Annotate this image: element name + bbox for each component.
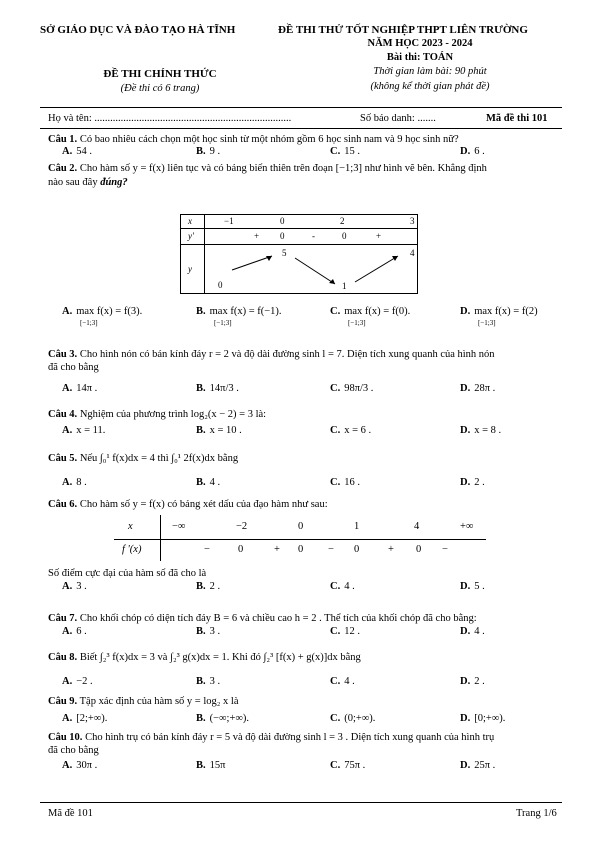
option-c[interactable]: max f(x) = f(0). bbox=[344, 306, 411, 317]
footer-divider bbox=[40, 802, 562, 803]
option-a[interactable]: [2;+∞). bbox=[76, 713, 108, 724]
arrow-up bbox=[355, 256, 398, 282]
x-value: 2 bbox=[340, 216, 345, 226]
option-c[interactable]: 4 . bbox=[344, 581, 355, 592]
option-d[interactable]: 2 . bbox=[474, 477, 485, 488]
option-key: D. bbox=[460, 626, 471, 637]
school-year: NĂM HỌC 2023 - 2024 bbox=[367, 38, 473, 49]
option-key: D. bbox=[460, 581, 471, 592]
option-c[interactable]: 4 . bbox=[344, 676, 355, 687]
option-d[interactable]: 6 . bbox=[474, 146, 485, 157]
option-b[interactable]: max f(x) = f(−1). bbox=[209, 306, 282, 317]
option-key: B. bbox=[196, 477, 206, 488]
max-subscript: [−1;3] bbox=[478, 319, 496, 327]
option-b[interactable]: 4 . bbox=[209, 477, 221, 488]
option-c[interactable]: 16 . bbox=[344, 477, 360, 488]
option-key: B. bbox=[196, 676, 206, 687]
option-b[interactable]: 14π/3 . bbox=[209, 383, 239, 394]
time-note: (không kể thời gian phát đề) bbox=[370, 81, 490, 92]
id-field: Số báo danh: ....... bbox=[360, 113, 436, 124]
question-3-cont bbox=[48, 361, 568, 374]
x-value: 4 bbox=[414, 521, 420, 532]
option-d[interactable]: 4 . bbox=[474, 626, 485, 637]
question-10-cont bbox=[48, 744, 568, 757]
question-7 bbox=[48, 612, 568, 625]
question-number: Câu 5. bbox=[48, 453, 78, 464]
exam-title: ĐỀ THI THỬ TỐT NGHIỆP THPT LIÊN TRƯỜNG bbox=[278, 24, 528, 36]
question-8 bbox=[48, 651, 568, 664]
option-a[interactable]: 3 . bbox=[76, 581, 87, 592]
option-key: D. bbox=[460, 425, 471, 436]
option-key: A. bbox=[62, 713, 73, 724]
y-label: y bbox=[188, 264, 192, 274]
sign: − bbox=[328, 544, 334, 555]
option-key: A. bbox=[62, 626, 73, 637]
question-number: Câu 10. bbox=[48, 732, 83, 743]
option-c[interactable]: 12 . bbox=[344, 626, 360, 637]
question-6 bbox=[48, 498, 568, 511]
arrow-up bbox=[232, 256, 272, 270]
option-b[interactable]: 9 . bbox=[209, 146, 221, 157]
x-value: −∞ bbox=[172, 521, 186, 532]
option-key: C. bbox=[330, 676, 341, 687]
question-text: Có bao nhiêu cách chọn một học sinh từ một nhóm gồm 6 học sinh nam và 9 học sinh nữ? bbox=[79, 134, 459, 145]
option-c[interactable]: 15 . bbox=[344, 146, 360, 157]
max-subscript: [−1;3] bbox=[348, 319, 366, 327]
question-2-cont bbox=[48, 176, 568, 189]
option-key: D. bbox=[460, 760, 471, 771]
option-d[interactable]: [0;+∞). bbox=[474, 713, 506, 724]
divider bbox=[40, 107, 562, 108]
question-1 bbox=[48, 133, 568, 146]
option-key: C. bbox=[330, 713, 341, 724]
pages-note: (Đề thi có 6 trang) bbox=[120, 83, 200, 94]
question-text: Cho hình nón có bán kính đáy r = 2 và độ dài đường sinh l = 7. Diện tích xung quanh của hình nón bbox=[79, 349, 495, 360]
question-2 bbox=[48, 162, 568, 175]
option-key: A. bbox=[62, 306, 73, 317]
option-d[interactable]: 25π . bbox=[474, 760, 496, 771]
option-key: A. bbox=[62, 581, 73, 592]
exam-code: Mã đề thi 101 bbox=[486, 113, 548, 124]
sign: 0 bbox=[280, 231, 285, 241]
option-key: C. bbox=[330, 477, 341, 488]
option-key: B. bbox=[196, 383, 206, 394]
option-key: C. bbox=[330, 146, 341, 157]
option-key: A. bbox=[62, 146, 73, 157]
option-b[interactable]: 15π bbox=[209, 760, 226, 771]
options-8 bbox=[62, 676, 562, 690]
sign-table bbox=[114, 515, 486, 561]
option-b[interactable]: 2 . bbox=[209, 581, 221, 592]
sign: + bbox=[254, 231, 260, 241]
option-key: D. bbox=[460, 306, 471, 317]
question-text: Tập xác định của hàm số y = log₂ x là bbox=[79, 696, 239, 707]
option-key: C. bbox=[330, 383, 341, 394]
option-key: B. bbox=[196, 425, 206, 436]
sign: − bbox=[442, 544, 448, 555]
question-emphasis: đúng? bbox=[100, 177, 128, 188]
name-field: Họ và tên: ........................................................................... bbox=[48, 113, 292, 124]
y-value: 1 bbox=[342, 281, 347, 291]
option-key: C. bbox=[330, 581, 341, 592]
x-value: 3 bbox=[410, 216, 415, 226]
option-key: A. bbox=[62, 477, 73, 488]
option-b[interactable]: 3 . bbox=[209, 676, 221, 687]
variation-table-grid bbox=[180, 214, 418, 294]
sign: 0 bbox=[238, 544, 244, 555]
official-label: ĐỀ THI CHÍNH THỨC bbox=[103, 68, 217, 80]
x-value: 0 bbox=[298, 521, 304, 532]
question-text: Nghiệm của phương trình log₂(x − 2) = 3 là: bbox=[79, 409, 267, 420]
option-key: C. bbox=[330, 425, 341, 436]
option-key: B. bbox=[196, 713, 206, 724]
footer-code: Mã đề 101 bbox=[48, 808, 93, 819]
y-value: 4 bbox=[410, 248, 415, 258]
y-value: 0 bbox=[218, 280, 223, 290]
sign: + bbox=[388, 544, 394, 555]
question-text: Cho hàm số y = f(x) liên tục và có bảng biến thiên trên đoạn [−1;3] như hình vẽ bên. Khẳng định bbox=[79, 163, 487, 174]
question-number: Câu 6. bbox=[48, 499, 78, 510]
x-value: 1 bbox=[354, 521, 360, 532]
sign: − bbox=[204, 544, 210, 555]
option-a[interactable]: 6 . bbox=[76, 626, 87, 637]
option-c[interactable]: 75π . bbox=[344, 760, 366, 771]
x-value: −1 bbox=[224, 216, 234, 226]
question-text: Nếu ∫₀¹ f(x)dx = 4 thì ∫₀¹ 2f(x)dx bằng bbox=[79, 453, 239, 464]
option-key: A. bbox=[62, 760, 73, 771]
time-limit: Thời gian làm bài: 90 phút bbox=[373, 66, 487, 77]
question-5 bbox=[48, 452, 568, 465]
options-3 bbox=[62, 383, 562, 397]
question-number: Câu 1. bbox=[48, 134, 78, 145]
option-key: D. bbox=[460, 477, 471, 488]
fprime-label: f '(x) bbox=[122, 544, 142, 555]
options-1 bbox=[62, 146, 562, 160]
y-value: 5 bbox=[282, 248, 287, 258]
option-a[interactable]: x = 11. bbox=[76, 425, 106, 436]
sign: + bbox=[274, 544, 280, 555]
option-b[interactable]: x = 10 . bbox=[209, 425, 242, 436]
option-key: B. bbox=[196, 146, 206, 157]
sign: + bbox=[376, 231, 382, 241]
option-key: B. bbox=[196, 760, 206, 771]
options-4 bbox=[62, 425, 562, 439]
max-subscript: [−1;3] bbox=[80, 319, 98, 327]
question-4 bbox=[48, 408, 568, 421]
options-9 bbox=[62, 713, 562, 727]
question-number: Câu 2. bbox=[48, 163, 78, 174]
option-key: C. bbox=[330, 306, 341, 317]
question-text: nào sau đây bbox=[48, 177, 98, 188]
subject: Bài thi: TOÁN bbox=[386, 52, 454, 63]
option-c[interactable]: 98π/3 . bbox=[344, 383, 374, 394]
option-key: D. bbox=[460, 676, 471, 687]
options-2 bbox=[62, 306, 562, 320]
question-6-cont bbox=[48, 567, 568, 580]
variation-table bbox=[180, 214, 418, 294]
options-5 bbox=[62, 477, 562, 491]
option-key: A. bbox=[62, 676, 73, 687]
option-key: A. bbox=[62, 383, 73, 394]
department-name: SỞ GIÁO DỤC VÀ ĐÀO TẠO HÀ TĨNH bbox=[40, 24, 236, 36]
question-number: Câu 7. bbox=[48, 613, 78, 624]
arrow-down bbox=[295, 258, 335, 284]
option-a[interactable]: 14π . bbox=[76, 383, 98, 394]
option-c[interactable]: x = 6 . bbox=[344, 425, 372, 436]
question-text: Biết ∫₂³ f(x)dx = 3 và ∫₂³ g(x)dx = 1. Khi đó ∫₂³ [f(x) + g(x)]dx bằng bbox=[79, 652, 361, 663]
question-text: Cho khối chóp có diện tích đáy B = 6 và chiều cao h = 2 . Thể tích của khối chóp đã cho bằng: bbox=[79, 613, 477, 624]
sign: 0 bbox=[342, 231, 347, 241]
max-subscript: [−1;3] bbox=[214, 319, 232, 327]
option-key: D. bbox=[460, 713, 471, 724]
question-text: Số điểm cực đại của hàm số đã cho là bbox=[48, 568, 207, 579]
question-9 bbox=[48, 695, 568, 708]
option-d[interactable]: 2 . bbox=[474, 676, 485, 687]
option-key: D. bbox=[460, 383, 471, 394]
x-value: 0 bbox=[280, 216, 285, 226]
option-a[interactable]: 54 . bbox=[76, 146, 92, 157]
option-a[interactable]: 30π . bbox=[76, 760, 98, 771]
option-d[interactable]: 28π . bbox=[474, 383, 496, 394]
question-number: Câu 9. bbox=[48, 696, 78, 707]
option-key: C. bbox=[330, 760, 341, 771]
option-d[interactable]: x = 8 . bbox=[474, 425, 502, 436]
options-7 bbox=[62, 626, 562, 640]
option-key: A. bbox=[62, 425, 73, 436]
option-a[interactable]: 8 . bbox=[76, 477, 87, 488]
x-value: +∞ bbox=[460, 521, 474, 532]
question-3 bbox=[48, 348, 568, 361]
option-key: B. bbox=[196, 626, 206, 637]
question-text: Cho hàm số y = f(x) có bảng xét dấu của đạo hàm như sau: bbox=[79, 499, 328, 510]
x-label: x bbox=[188, 216, 192, 226]
question-number: Câu 3. bbox=[48, 349, 78, 360]
sign: 0 bbox=[354, 544, 360, 555]
option-d[interactable]: max f(x) = f(2) bbox=[474, 306, 538, 317]
option-b[interactable]: (−∞;+∞). bbox=[209, 713, 249, 724]
option-key: B. bbox=[196, 306, 206, 317]
x-value: −2 bbox=[236, 521, 248, 532]
divider bbox=[40, 128, 562, 129]
question-number: Câu 4. bbox=[48, 409, 78, 420]
option-a[interactable]: −2 . bbox=[76, 676, 93, 687]
option-key: C. bbox=[330, 626, 341, 637]
option-d[interactable]: 5 . bbox=[474, 581, 485, 592]
question-10 bbox=[48, 731, 568, 744]
sign: 0 bbox=[416, 544, 422, 555]
question-number: Câu 8. bbox=[48, 652, 78, 663]
question-text: đã cho bằng bbox=[48, 362, 99, 373]
options-10 bbox=[62, 760, 562, 774]
sign: 0 bbox=[298, 544, 304, 555]
page-number: Trang 1/6 bbox=[516, 808, 557, 819]
question-text: Cho hình trụ có bán kính đáy r = 5 và độ dài đường sinh l = 3 . Diện tích xung quanh của hình trụ bbox=[85, 732, 495, 743]
sign: - bbox=[312, 231, 315, 241]
question-text: đã cho bằng bbox=[48, 745, 99, 756]
option-c[interactable]: (0;+∞). bbox=[344, 713, 376, 724]
x-label: x bbox=[128, 521, 133, 532]
option-key: B. bbox=[196, 581, 206, 592]
option-key: D. bbox=[460, 146, 471, 157]
options-6 bbox=[62, 581, 562, 595]
option-a[interactable]: max f(x) = f(3). bbox=[76, 306, 143, 317]
option-b[interactable]: 3 . bbox=[209, 626, 221, 637]
yprime-label: y' bbox=[188, 231, 194, 241]
